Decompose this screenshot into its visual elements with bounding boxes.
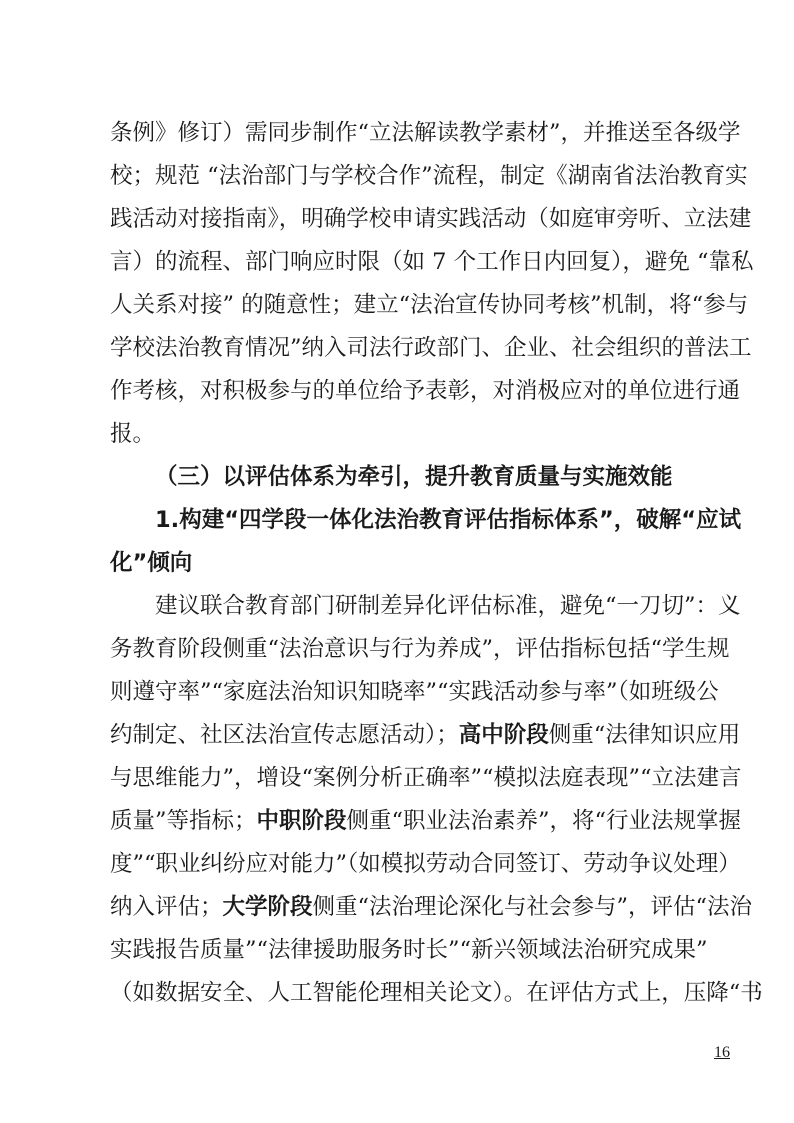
subheading-line: 化”倾向 <box>110 550 193 576</box>
emphasis-high-school: 高中阶段 <box>458 722 549 748</box>
emphasis-university: 大学阶段 <box>222 894 313 920</box>
body-line: 作考核，对积极参与的单位给予表彰，对消极应对的单位进行通 <box>110 378 741 404</box>
emphasis-vocational: 中职阶段 <box>256 808 347 834</box>
body-text: 侧重“法律知识应用 <box>548 722 741 748</box>
body-line: 则遵守率”“家庭法治知识知晓率”“实践活动参与率”（如班级公 <box>110 679 719 705</box>
section-heading: （三）以评估体系为牵引，提升教育质量与实施效能 <box>155 464 673 490</box>
body-line: 与思维能力”，增设“案例分析正确率”“模拟法庭表现”“立法建言 <box>110 765 742 791</box>
body-line <box>110 720 741 750</box>
page-number: 16 <box>714 1044 730 1061</box>
body-line: 建议联合教育部门研制差异化评估标准，避免“一刀切”：义 <box>155 593 741 619</box>
body-line: 条例》修订）需同步制作“立法解读教学素材”，并推送至各级学 <box>110 120 741 146</box>
body-text: 侧重“法治理论深化与社会参与”，评估“法治 <box>312 894 753 920</box>
body-text: 纳入评估； <box>110 894 223 920</box>
body-line: 度”“职业纠纷应对能力”（如模拟劳动合同签订、劳动争议处理） <box>110 851 741 877</box>
body-line: （如数据安全、人工智能伦理相关论文）。在评估方式上，压降“书 <box>110 980 763 1006</box>
body-line: 实践报告质量”“法律援助服务时长”“新兴领域法治研究成果” <box>110 937 708 963</box>
body-line: 践活动对接指南》，明确学校申请实践活动（如庭审旁听、立法建 <box>110 206 752 232</box>
body-line: 务教育阶段侧重“法治意识与行为养成”，评估指标包括“学生规 <box>110 636 730 662</box>
body-line <box>110 892 753 922</box>
body-text: 侧重“职业法治素养”，将“行业法规掌握 <box>346 808 742 834</box>
body-line: 学校法治教育情况”纳入司法行政部门、企业、社会组织的普法工 <box>110 335 752 361</box>
body-line: 报。 <box>110 421 156 447</box>
body-line: 言）的流程、部门响应时限（如 7 个工作日内回复），避免 “靠私 <box>110 249 754 275</box>
body-line: 校；规范 “法治部门与学校合作”流程，制定《湖南省法治教育实 <box>110 163 748 189</box>
subheading-line: 1.构建“四学段一体化法治教育评估指标体系”，破解“应试 <box>155 507 742 533</box>
body-line <box>110 806 742 836</box>
body-text: 质量”等指标； <box>110 808 257 834</box>
body-text: 约制定、社区法治宣传志愿活动）； <box>110 722 459 748</box>
body-line: 人关系对接” 的随意性；建立“法治宣传协同考核”机制，将“参与 <box>110 292 749 318</box>
